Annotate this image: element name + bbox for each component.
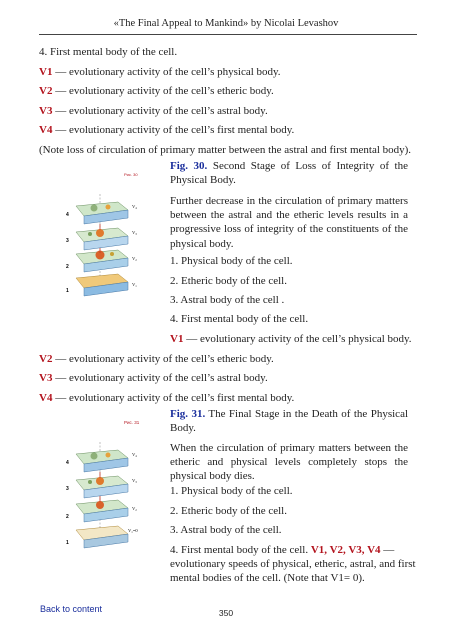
list-item: V2 — evolutionary activity of the cell’s etheric body. bbox=[39, 85, 274, 97]
list-item-continued: mental bodies of the cell. (Note that V1= 0). bbox=[170, 572, 365, 584]
svg-text:V₂: V₂ bbox=[132, 506, 137, 511]
list-item: V1 — evolutionary activity of the cell’s physical body. bbox=[39, 66, 281, 78]
svg-text:2: 2 bbox=[66, 514, 69, 520]
figure-30-paragraph: Further decrease in the circulation of primary matters between the astral and the etheric levels results in a progressive loss of integrity of the constituents of the physical body. bbox=[170, 195, 408, 250]
svg-text:V₃: V₃ bbox=[132, 478, 137, 483]
list-item: V3 — evolutionary activity of the cell’s astral body. bbox=[39, 105, 268, 117]
svg-text:V₃: V₃ bbox=[132, 230, 137, 235]
svg-text:3: 3 bbox=[66, 486, 69, 492]
svg-text:2: 2 bbox=[66, 264, 69, 270]
figure-30-caption: Fig. 30. Second Stage of Loss of Integrity of the Physical Body. bbox=[170, 160, 408, 187]
list-item: V2 — evolutionary activity of the cell’s etheric body. bbox=[39, 353, 274, 365]
running-header: «The Final Appeal to Mankind» by Nicolai Levashov bbox=[113, 18, 339, 29]
svg-text:1: 1 bbox=[66, 540, 69, 546]
list-item: 2. Etheric body of the cell. bbox=[170, 505, 287, 517]
figure-30-image bbox=[62, 162, 152, 307]
svg-text:4: 4 bbox=[66, 212, 69, 218]
svg-text:Рис. 31: Рис. 31 bbox=[124, 420, 140, 425]
svg-text:Рис. 30: Рис. 30 bbox=[124, 172, 138, 177]
figure-31-image bbox=[62, 410, 152, 560]
list-item: 3. Astral body of the cell. bbox=[170, 524, 282, 536]
list-item: V1 — evolutionary activity of the cell’s physical body. bbox=[170, 333, 412, 345]
list-item: 4. First mental body of the cell. V1, V2, V3, V4 — bbox=[170, 544, 395, 556]
list-item: 3. Astral body of the cell . bbox=[170, 294, 285, 306]
list-item-continued: evolutionary speeds of physical, etheric, astral, and first bbox=[170, 558, 416, 570]
list-item: 1. Physical body of the cell. bbox=[170, 485, 293, 497]
svg-text:3: 3 bbox=[66, 238, 69, 244]
back-to-content-link[interactable]: Back to content bbox=[40, 604, 103, 614]
header-rule bbox=[39, 34, 417, 35]
list-item: 4. First mental body of the cell. bbox=[39, 46, 178, 58]
svg-text:V₁: V₁ bbox=[132, 282, 137, 287]
svg-text:V₄: V₄ bbox=[132, 452, 137, 457]
figure-31-paragraph: When the circulation of primary matters between the etheric and physical levels completely stops the physical body dies. bbox=[170, 442, 408, 483]
list-item: 1. Physical body of the cell. bbox=[170, 255, 293, 267]
list-item: V4 — evolutionary activity of the cell’s first mental body. bbox=[39, 392, 295, 404]
svg-text:4: 4 bbox=[66, 460, 69, 466]
list-item: V4 — evolutionary activity of the cell’s first mental body. bbox=[39, 124, 295, 136]
list-item: 2. Etheric body of the cell. bbox=[170, 275, 287, 287]
svg-text:V₄: V₄ bbox=[132, 204, 137, 209]
note-text: (Note loss of circulation of primary matter between the astral and first mental body). bbox=[39, 144, 412, 156]
svg-text:1: 1 bbox=[66, 288, 69, 294]
list-item: 4. First mental body of the cell. bbox=[170, 313, 309, 325]
svg-text:V₁=0: V₁=0 bbox=[128, 528, 138, 533]
list-item: V3 — evolutionary activity of the cell’s astral body. bbox=[39, 372, 268, 384]
svg-text:V₂: V₂ bbox=[132, 256, 137, 261]
page-number: 350 bbox=[218, 608, 234, 618]
figure-31-caption: Fig. 31. The Final Stage in the Death of the Physical Body. bbox=[170, 408, 409, 435]
